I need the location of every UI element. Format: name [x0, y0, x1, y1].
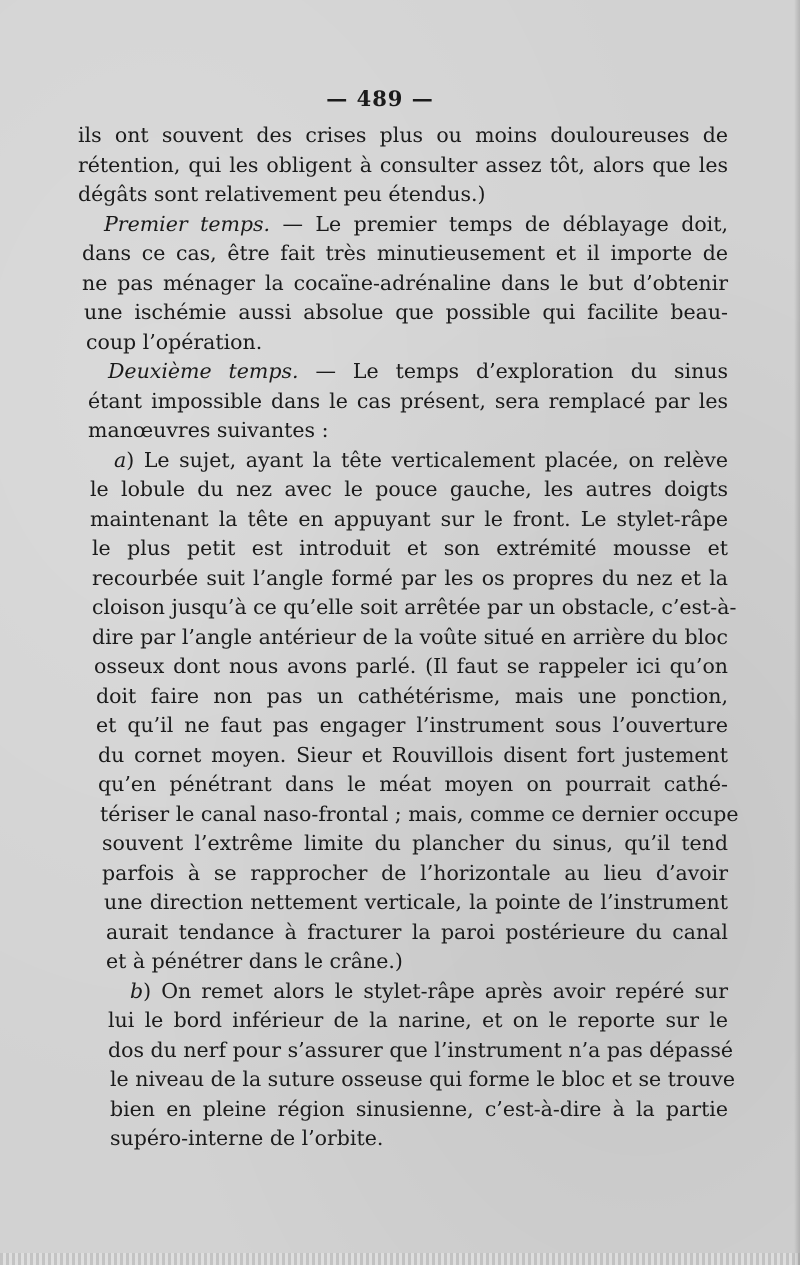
line-text: tériser le canal naso-frontal ; mais, comme ce dernier occupe	[100, 801, 739, 826]
line-text: le plus petit est introduit et son extrémité mousse et	[92, 536, 728, 560]
text-line	[78, 711, 728, 741]
text-line	[78, 121, 728, 151]
line-text: dégâts sont relativement peu étendus.)	[78, 182, 486, 206]
text-line	[78, 1124, 728, 1154]
line-text: maintenant la tête en appuyant sur le front. Le stylet-râpe	[90, 506, 728, 531]
line-text: doit faire non pas un cathétérisme, mais une ponction,	[96, 683, 728, 708]
page-bottom-edge	[0, 1253, 800, 1265]
line-text: dos du nerf pour s’assurer que l’instrument n’a pas dépassé	[108, 1037, 734, 1062]
text-line	[78, 446, 728, 476]
line-text: aurait tendance à fracturer la paroi postérieure du canal	[106, 919, 728, 944]
text-line	[78, 859, 728, 889]
line-text: bien en pleine région sinusienne, c’est-à-dire à la partie	[110, 1096, 728, 1121]
italic-lead: a	[114, 447, 127, 472]
line-text: ) Le sujet, ayant la tête verticalement placée, on relève	[126, 447, 728, 472]
line-text: qu’en pénétrant dans le méat moyen on pourrait cathé-	[98, 772, 728, 796]
text-line	[78, 1036, 734, 1066]
body-text	[78, 121, 739, 1154]
line-text: lui le bord inférieur de la narine, et on le reporte sur le	[108, 1008, 728, 1032]
text-line	[78, 888, 728, 918]
line-text: parfois à se rapprocher de l’horizontale au lieu d’avoir	[102, 860, 728, 885]
line-text: rétention, qui les obligent à consulter assez tôt, alors que les	[78, 152, 728, 177]
text-line	[78, 1065, 735, 1095]
line-text: dire par l’angle antérieur de la voûte situé en arrière du bloc	[92, 624, 728, 649]
text-line	[78, 800, 739, 830]
text-line	[78, 475, 728, 505]
text-line	[78, 918, 728, 948]
text-line	[78, 1095, 728, 1125]
text-line	[78, 564, 728, 594]
line-text: cloison jusqu’à ce qu’elle soit arrêtée par un obstacle, c’est-à-	[92, 595, 737, 619]
line-text: coup l’opération.	[86, 329, 263, 354]
text-line	[78, 593, 737, 623]
text-line	[78, 239, 728, 269]
line-text: une ischémie aussi absolue que possible qui facilite beau-	[84, 300, 728, 324]
line-text: le niveau de la suture osseuse qui forme le bloc et se trouve	[110, 1067, 735, 1091]
line-text: une direction nettement verticale, la pointe de l’instrument	[104, 890, 728, 914]
text-line	[78, 829, 728, 859]
page-right-edge	[794, 0, 800, 1265]
italic-lead: Deuxième temps.	[108, 359, 299, 383]
text-line	[78, 623, 728, 653]
italic-lead: Premier temps.	[104, 211, 271, 236]
text-line	[78, 298, 728, 328]
line-text: ne pas ménager la cocaïne-adrénaline dans le but d’obtenir	[82, 270, 728, 295]
line-text: manœuvres suivantes :	[88, 418, 329, 442]
line-text: supéro-interne de l’orbite.	[110, 1126, 384, 1150]
line-text: — Le temps d’exploration du sinus	[298, 359, 728, 383]
text-line	[78, 977, 728, 1007]
line-text: étant impossible dans le cas présent, sera remplacé par les	[88, 388, 728, 413]
text-line	[78, 1006, 728, 1036]
line-text: du cornet moyen. Sieur et Rouvillois disent fort justement	[98, 742, 728, 767]
line-text: ils ont souvent des crises plus ou moins douloureuses de	[78, 123, 728, 147]
text-line	[78, 770, 728, 800]
text-line	[78, 180, 728, 210]
page-number: — 489 —	[326, 86, 434, 111]
text-line	[78, 416, 728, 446]
text-line	[78, 328, 728, 358]
text-line	[78, 682, 728, 712]
line-text: recourbée suit l’angle formé par les os propres du nez et la	[92, 565, 728, 590]
text-line	[78, 741, 728, 771]
line-text: et qu’il ne faut pas engager l’instrument sous l’ouverture	[96, 713, 728, 737]
line-text: dans ce cas, être fait très minutieusement et il importe de	[82, 241, 728, 265]
text-line	[78, 387, 728, 417]
text-line	[78, 534, 728, 564]
line-text: osseux dont nous avons parlé. (Il faut se rappeler ici qu’on	[94, 654, 728, 678]
text-line	[78, 151, 728, 181]
line-text: — Le premier temps de déblayage doit,	[270, 211, 728, 236]
text-line	[78, 210, 728, 240]
line-text: ) On remet alors le stylet-râpe après avoir repéré sur	[143, 978, 728, 1003]
line-text: le lobule du nez avec le pouce gauche, les autres doigts	[90, 477, 728, 501]
text-line	[78, 652, 728, 682]
text-line	[78, 269, 728, 299]
text-line	[78, 505, 728, 535]
line-text: et à pénétrer dans le crâne.)	[106, 949, 403, 973]
text-line	[78, 947, 728, 977]
italic-lead: b	[130, 978, 144, 1003]
text-line	[78, 357, 728, 387]
line-text: souvent l’extrême limite du plancher du sinus, qu’il tend	[102, 831, 728, 855]
